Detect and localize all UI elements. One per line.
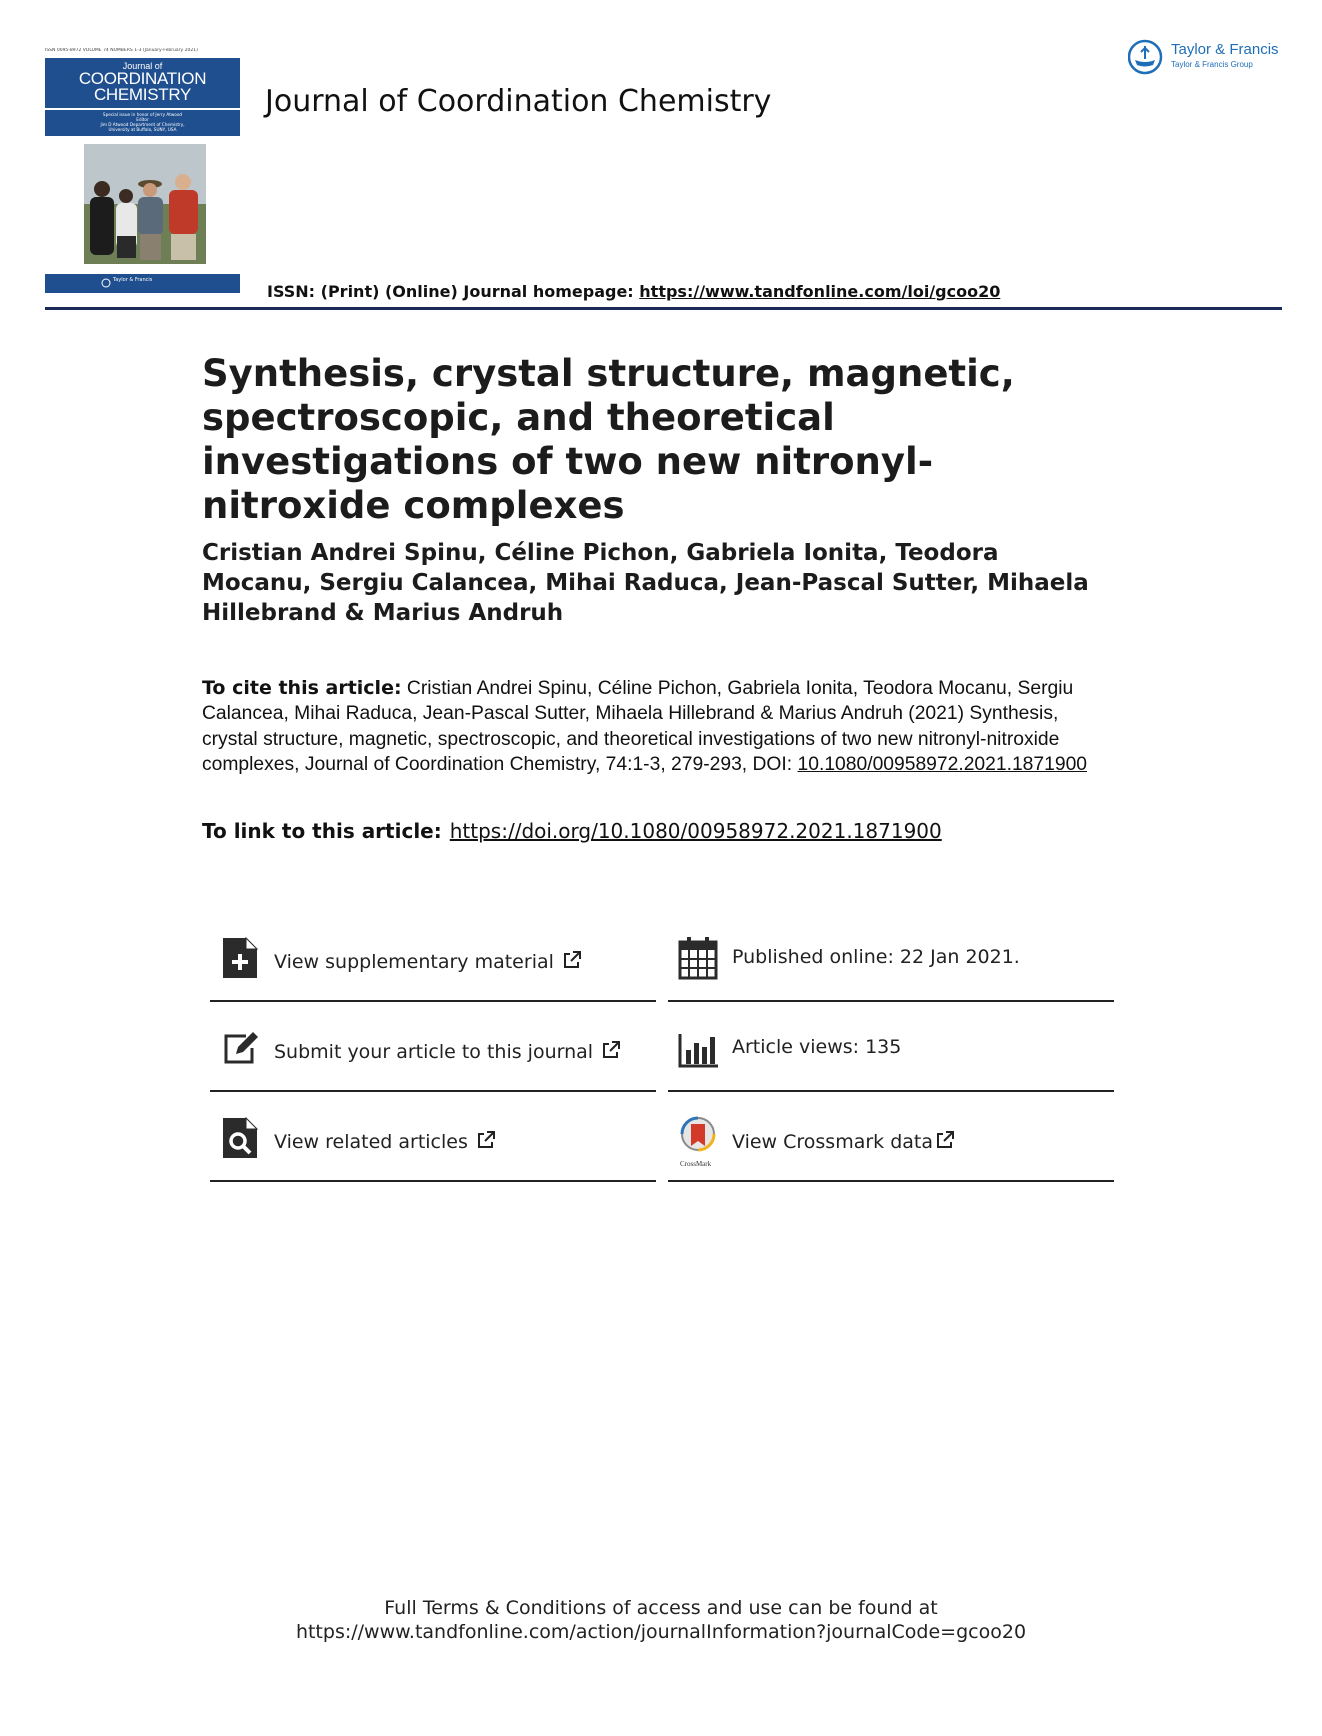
row-divider xyxy=(210,1180,656,1182)
supplementary-label xyxy=(274,950,582,973)
submit-text: Submit your article to this journal xyxy=(274,1041,594,1063)
publisher-group: Taylor & Francis Group xyxy=(1171,60,1253,69)
row-divider xyxy=(210,1000,656,1002)
submit-label xyxy=(274,1040,621,1063)
published-online-text: Published online: 22 Jan 2021. xyxy=(732,946,1020,968)
related-label xyxy=(274,1130,496,1153)
view-related-articles-button[interactable] xyxy=(210,1094,656,1182)
issn-line xyxy=(267,282,1000,301)
bar-chart-icon xyxy=(678,1026,718,1070)
file-search-icon xyxy=(220,1116,260,1160)
article-link-label: To link to this article: xyxy=(202,819,442,843)
journal-title: Journal of Coordination Chemistry xyxy=(265,84,772,119)
submit-article-button[interactable] xyxy=(210,1004,656,1092)
external-link-icon xyxy=(601,1040,621,1060)
citation-block xyxy=(202,676,1102,778)
journal-homepage-link[interactable]: https://www.tandfonline.com/loi/gcoo20 xyxy=(639,282,1001,301)
cover-photo-people xyxy=(84,144,206,264)
crossmark-label xyxy=(732,1130,955,1153)
article-title: Synthesis, crystal structure, magnetic, spectroscopic, and theoretical investigations of two new nitronyl-nitroxide complexes xyxy=(202,352,1015,527)
crossmark-logo-text: CrossMark xyxy=(680,1160,712,1168)
cover-publisher-icon xyxy=(101,278,111,288)
view-supplementary-material-button[interactable] xyxy=(210,914,656,1002)
article-authors: Cristian Andrei Spinu, Céline Pichon, Gabriela Ionita, Teodora Mocanu, Sergiu Calancea, Mihai Raduca, Jean-Pascal Sutter, Mihaela Hillebrand & Marius Andruh xyxy=(202,540,1089,626)
crossmark-text: View Crossmark data xyxy=(732,1131,934,1153)
supplementary-text: View supplementary material xyxy=(274,951,554,973)
row-divider xyxy=(668,1000,1114,1002)
cover-title-band xyxy=(45,58,240,108)
calendar-icon xyxy=(678,936,718,980)
publisher-brand: Taylor & Francis xyxy=(1171,41,1279,58)
article-doi-link[interactable]: https://doi.org/10.1080/00958972.2021.1871900 xyxy=(449,819,942,843)
cover-word-coordination: COORDINATION xyxy=(78,69,207,88)
external-link-icon xyxy=(935,1130,955,1150)
cover-journal-small: Journal of xyxy=(122,61,163,71)
row-divider xyxy=(210,1090,656,1092)
cover-special-issue: Special issue in honor of Jerry Atwood Editor Jim D Atwood Department of Chemistry, University at Buffalo, SUNY, USA xyxy=(45,110,240,136)
issn-label: ISSN: (Print) (Online) Journal homepage: xyxy=(267,282,640,301)
row-divider xyxy=(668,1090,1114,1092)
article-views-cell xyxy=(668,1004,1114,1092)
article-views-text: Article views: 135 xyxy=(732,1036,902,1058)
external-link-icon xyxy=(562,950,582,970)
header-divider xyxy=(45,307,1282,310)
citation-label: To cite this article: xyxy=(202,677,402,699)
journal-cover xyxy=(45,48,240,293)
crossmark-icon xyxy=(678,1116,718,1160)
file-plus-icon xyxy=(220,936,260,980)
external-link-icon xyxy=(476,1130,496,1150)
published-online-cell xyxy=(668,914,1114,1002)
related-text: View related articles xyxy=(274,1131,468,1153)
edit-icon xyxy=(220,1026,260,1070)
cover-bottom-band xyxy=(45,274,240,293)
row-divider xyxy=(668,1180,1114,1182)
terms-line: Full Terms & Conditions of access and use can be found at xyxy=(384,1597,938,1619)
cover-publisher-text: Taylor & Francis xyxy=(113,277,153,283)
citation-text: Cristian Andrei Spinu, Céline Pichon, Gabriela Ionita, Teodora Mocanu, Sergiu Calancea, Mihai Raduca, Jean-Pascal Sutter, Mihaela Hillebrand & Marius Andruh (2021) Synthesis, crystal structure, magnetic, spectroscopic, and theoretical investigations of two new nitronyl-nitroxide complexes, Journal of Coordination Chemistry, 74:1-3, 279-293, DOI: xyxy=(202,678,1074,776)
terms-url-link[interactable]: https://www.tandfonline.com/action/journalInformation?journalCode=gcoo20 xyxy=(295,1621,1027,1643)
view-crossmark-button[interactable] xyxy=(668,1094,1114,1182)
article-link-row xyxy=(202,819,942,843)
cover-volume-line: ISSN 0095-8972 VOLUME 74 NUMBERS 1-3 (January-February 2021) xyxy=(45,48,198,53)
citation-doi-link[interactable]: 10.1080/00958972.2021.1871900 xyxy=(797,754,1088,776)
cover-word-chemistry: CHEMISTRY xyxy=(93,85,192,104)
cover-photo xyxy=(84,144,206,264)
